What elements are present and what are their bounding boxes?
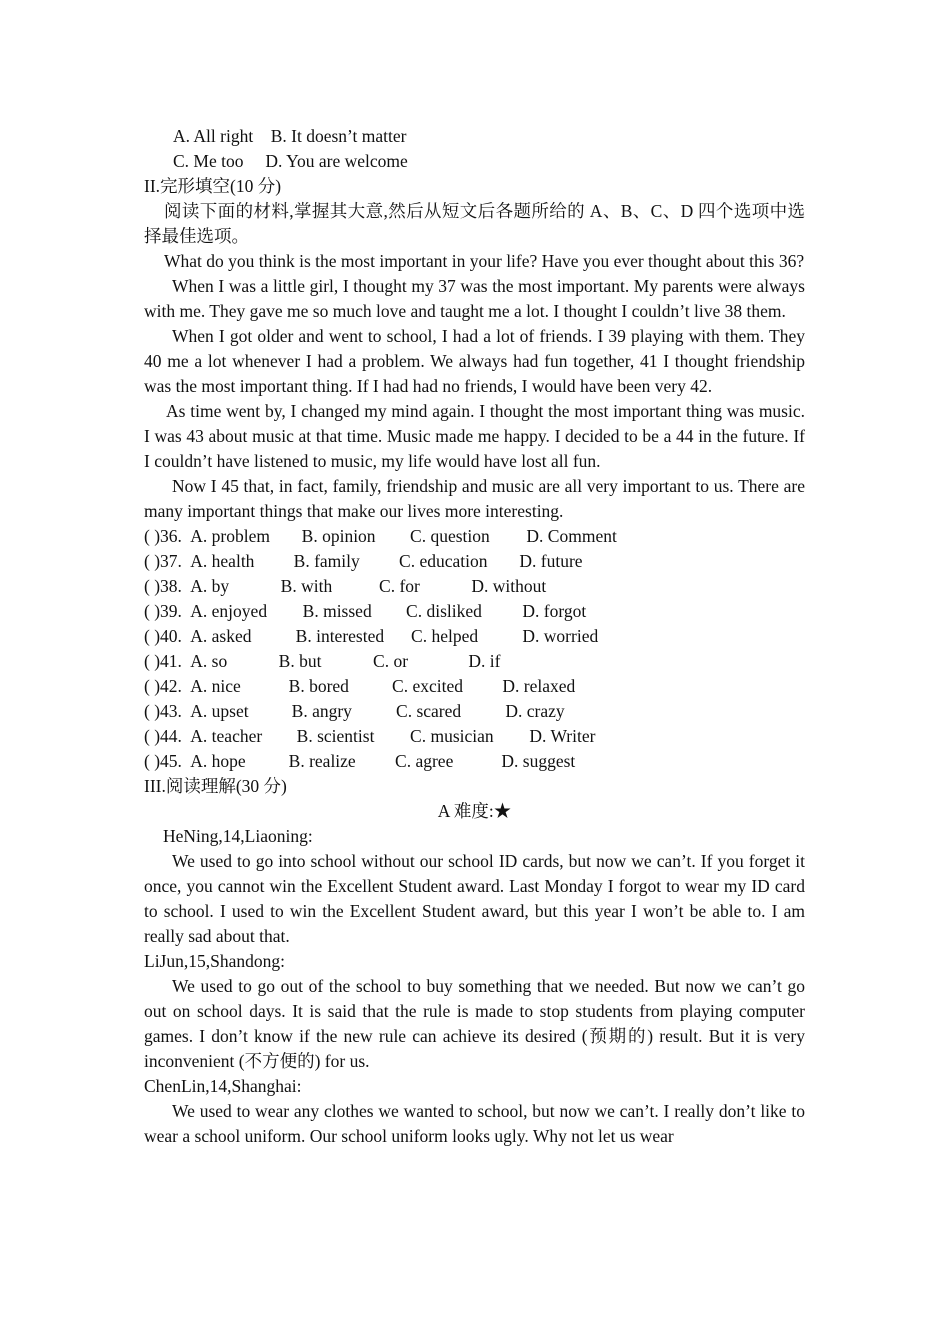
question-number: ( )41.: [144, 651, 182, 671]
option-c: C. agree: [395, 751, 454, 771]
option-a: A. upset: [190, 701, 249, 721]
option-d: D. Comment: [526, 526, 617, 546]
passage-paragraph: Now I 45 that, in fact, family, friendship and music are all very important to us. There are many important things that make our lives more interesting.: [144, 476, 805, 521]
option-b: B. angry: [291, 701, 352, 721]
question-number: ( )45.: [144, 751, 182, 771]
question-row: [144, 599, 805, 624]
option-a: A. hope: [190, 751, 246, 771]
option-d: D. relaxed: [502, 676, 576, 696]
option-d: D. future: [519, 551, 583, 571]
option-c: C. excited: [392, 676, 463, 696]
option-a: A. problem: [190, 526, 270, 546]
option-b: B. interested: [295, 626, 385, 646]
difficulty-label: A 难度:★: [437, 801, 512, 821]
option-d: D. worried: [522, 626, 599, 646]
option-a: A. enjoyed: [190, 601, 268, 621]
question-number: ( )38.: [144, 576, 182, 596]
question-row: [144, 749, 805, 774]
option-b: B. opinion: [301, 526, 376, 546]
option-d: D. without: [471, 576, 547, 596]
option-b: B. realize: [288, 751, 356, 771]
document-page: [144, 124, 805, 1149]
option-d: D. crazy: [505, 701, 565, 721]
question-number: ( )43.: [144, 701, 182, 721]
option-d: D. if: [468, 651, 501, 671]
question-number: ( )39.: [144, 601, 182, 621]
question-number: ( )37.: [144, 551, 182, 571]
option-c: C. scared: [396, 701, 462, 721]
option-d: D. forgot: [522, 601, 587, 621]
question-number: ( )36.: [144, 526, 182, 546]
passage-paragraph: What do you think is the most important in your life? Have you ever thought about this 36?: [164, 251, 805, 271]
option-b: B. with: [280, 576, 333, 596]
option-c: C. disliked: [406, 601, 482, 621]
option-a: A. so: [190, 651, 228, 671]
option-b: B. bored: [288, 676, 349, 696]
section-heading: II.完形填空(10 分): [144, 176, 282, 196]
question-number: ( )44.: [144, 726, 182, 746]
question-row: [144, 649, 805, 674]
question-row: [144, 699, 805, 724]
question-list: [144, 524, 805, 774]
option-c: C. musician: [410, 726, 494, 746]
option-c: C. for: [379, 576, 420, 596]
option-a: A. asked: [190, 626, 252, 646]
question-number: ( )40.: [144, 626, 182, 646]
speaker-text: We used to wear any clothes we wanted to school, but now we can’t. I really don’t like to wear a school uniform. Our school uniform looks ugly. Why not let us wear: [144, 1101, 805, 1146]
question-number: ( )42.: [144, 676, 182, 696]
option-line: C. Me too D. You are welcome: [173, 151, 408, 171]
question-row: [144, 524, 805, 549]
section-instruction: 阅读下面的材料,掌握其大意,然后从短文后各题所给的 A、B、C、D 四个选项中选择最佳选项。: [144, 201, 805, 246]
question-row: [144, 674, 805, 699]
question-row: [144, 724, 805, 749]
option-b: B. but: [278, 651, 322, 671]
speaker-text: We used to go out of the school to buy something that we needed. But now we can’t go out on school days. It is said that the rule is made to stop students from playing computer games. I don’t know if the new rule can achieve its desired (预期的) result. But it is very inconvenient (不方便的) for us.: [144, 976, 805, 1071]
speaker-name: ChenLin,14,Shanghai:: [144, 1076, 302, 1096]
section-heading: III.阅读理解(30 分): [144, 776, 287, 796]
option-d: D. Writer: [529, 726, 596, 746]
option-b: B. scientist: [296, 726, 375, 746]
option-c: C. or: [373, 651, 409, 671]
option-a: A. teacher: [190, 726, 263, 746]
speaker-name: LiJun,15,Shandong:: [144, 951, 285, 971]
option-a: A. health: [190, 551, 255, 571]
speaker-name: HeNing,14,Liaoning:: [163, 826, 313, 846]
option-a: A. nice: [190, 676, 241, 696]
option-c: C. question: [410, 526, 490, 546]
question-row: [144, 624, 805, 649]
passage-paragraph: When I got older and went to school, I had a lot of friends. I 39 playing with them. They 40 me a lot whenever I had a problem. We always had fun together, 41 I thought friendship was the most important thing. If I had had no friends, I would have been very 42.: [144, 326, 805, 396]
option-b: B. missed: [302, 601, 372, 621]
speaker-text: We used to go into school without our school ID cards, but now we can’t. If you forget it once, you cannot win the Excellent Student award. Last Monday I forgot to wear my ID card to school. I used to win the Excellent Student award, but this year I won’t be able to. I am really sad about that.: [144, 851, 805, 946]
passage-paragraph: When I was a little girl, I thought my 37 was the most important. My parents were always with me. They gave me so much love and taught me a lot. I thought I couldn’t live 38 them.: [144, 276, 805, 321]
option-c: C. education: [399, 551, 488, 571]
question-row: [144, 574, 805, 599]
option-b: B. family: [293, 551, 360, 571]
option-line: A. All right B. It doesn’t matter: [173, 126, 407, 146]
option-c: C. helped: [411, 626, 479, 646]
question-row: [144, 549, 805, 574]
option-a: A. by: [190, 576, 230, 596]
passage-paragraph: As time went by, I changed my mind again. I thought the most important thing was music. I was 43 about music at that time. Music made me happy. I decided to be a 44 in the future. If I couldn’t have listened to music, my life would have lost all fun.: [144, 401, 805, 471]
option-d: D. suggest: [501, 751, 576, 771]
